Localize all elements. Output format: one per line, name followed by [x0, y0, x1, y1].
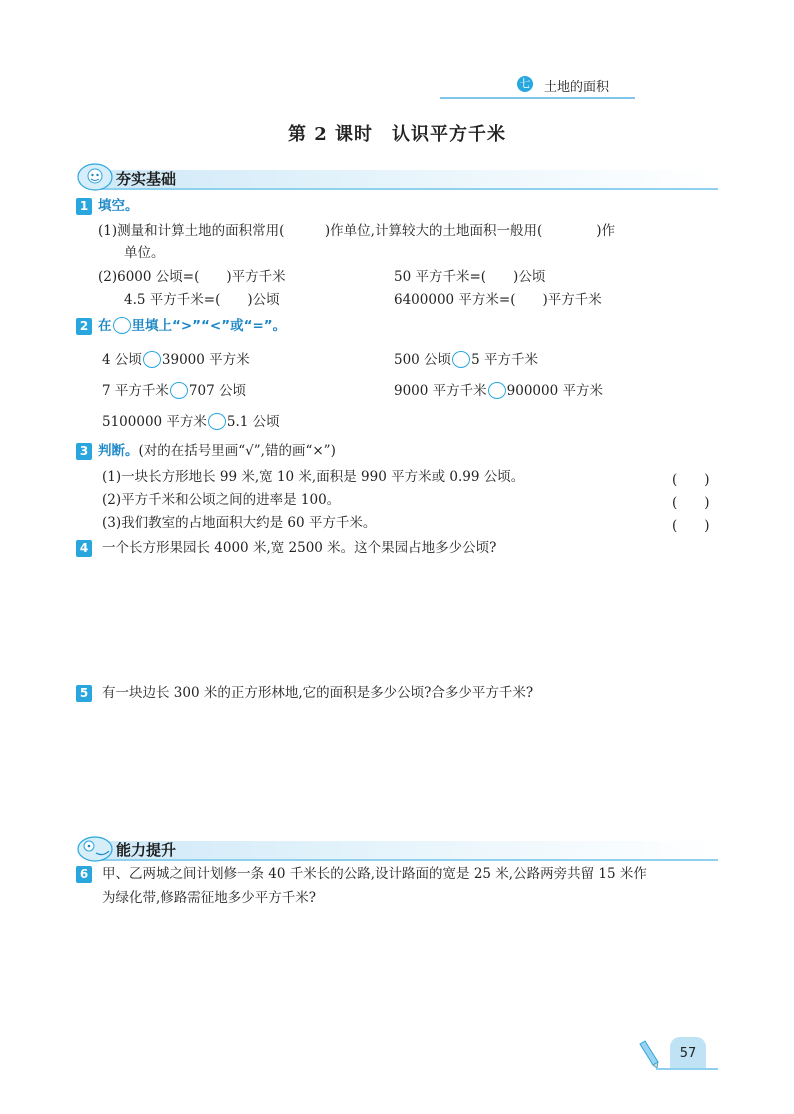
compare-item [102, 382, 246, 400]
q1-item: 4.5 平方千米=( )公顷 [124, 292, 280, 308]
chapter-badge: 七 [517, 76, 533, 92]
answer-circle[interactable] [488, 382, 506, 399]
q1-item: (2)6000 公顷=( )平方千米 [98, 269, 286, 285]
q3-note: (对的在括号里画“√”,错的画“×”) [138, 443, 336, 459]
question-number-5: 5 [76, 685, 92, 702]
page-number-rule [656, 1068, 718, 1070]
section-header-basics [76, 162, 718, 192]
q2-title-pre: 在 [98, 318, 112, 334]
judge-item: (3)我们教室的占地面积大约是 60 平方千米。 [102, 515, 377, 531]
q3-title: 判断。 [98, 443, 139, 459]
answer-paren[interactable]: ( ) [672, 472, 710, 488]
question-text: 甲、乙两城之间计划修一条 40 千米长的公路,设计路面的宽是 25 米,公路两旁共留 15 米作 [102, 866, 647, 882]
q1-line-1: (1)测量和计算土地的面积常用( )作单位,计算较大的土地面积一般用( )作 [98, 223, 615, 239]
question-number-2: 2 [76, 318, 92, 335]
judge-item: (2)平方千米和公顷之间的进率是 100。 [102, 492, 341, 508]
answer-paren[interactable]: ( ) [672, 518, 710, 534]
question-text: 有一块边长 300 米的正方形林地,它的面积是多少公顷?合多少平方千米? [102, 685, 534, 701]
compare-right: 5 平方千米 [471, 352, 538, 368]
mascot-icon [76, 162, 114, 192]
q2-title-post: 里填上“>”“<”或“=”。 [131, 318, 287, 334]
question-title [98, 317, 286, 335]
q1-item: 50 平方千米=( )公顷 [394, 269, 546, 285]
section-header-advanced [76, 833, 718, 863]
question-number-3: 3 [76, 443, 92, 460]
answer-circle[interactable] [143, 351, 161, 368]
compare-item [102, 413, 280, 431]
compare-item [102, 351, 250, 369]
chapter-title: 土地的面积 [544, 80, 610, 95]
question-title [98, 442, 336, 460]
section-bar [98, 170, 718, 190]
compare-left: 9000 平方千米 [394, 383, 487, 399]
compare-left: 7 平方千米 [102, 383, 169, 399]
section-bar [98, 841, 718, 861]
compare-item [394, 351, 538, 369]
mascot-icon [76, 833, 114, 863]
compare-circle-icon [113, 317, 131, 334]
answer-circle[interactable] [170, 382, 188, 399]
page-number: 57 [670, 1037, 706, 1069]
q1-line-1-cont: 单位。 [124, 245, 165, 261]
answer-circle[interactable] [208, 413, 226, 430]
compare-left: 4 公顷 [102, 352, 142, 368]
section-title: 夯实基础 [116, 170, 177, 188]
section-title: 能力提升 [116, 841, 177, 859]
compare-right: 5.1 公顷 [226, 414, 280, 430]
question-text-cont: 为绿化带,修路需征地多少平方千米? [102, 890, 317, 906]
compare-right: 900000 平方米 [506, 383, 603, 399]
pencil-icon [636, 1040, 662, 1070]
question-text: 一个长方形果园长 4000 米,宽 2500 米。这个果园占地多少公顷? [102, 540, 497, 556]
compare-right: 39000 平方米 [161, 352, 250, 368]
answer-circle[interactable] [452, 351, 470, 368]
question-number-1: 1 [76, 198, 92, 215]
question-title: 填空。 [98, 198, 139, 214]
question-number-6: 6 [76, 866, 92, 883]
lesson-title: 第 2 课时 认识平方千米 [287, 124, 507, 145]
header-rule [440, 97, 635, 99]
compare-left: 5100000 平方米 [102, 414, 207, 430]
compare-item [394, 382, 603, 400]
compare-left: 500 公顷 [394, 352, 452, 368]
judge-item: (1)一块长方形地长 99 米,宽 10 米,面积是 990 平方米或 0.99 公顷。 [102, 469, 525, 485]
q1-item: 6400000 平方米=( )平方千米 [394, 292, 602, 308]
compare-right: 707 公顷 [188, 383, 246, 399]
question-number-4: 4 [76, 540, 92, 557]
answer-paren[interactable]: ( ) [672, 495, 710, 511]
